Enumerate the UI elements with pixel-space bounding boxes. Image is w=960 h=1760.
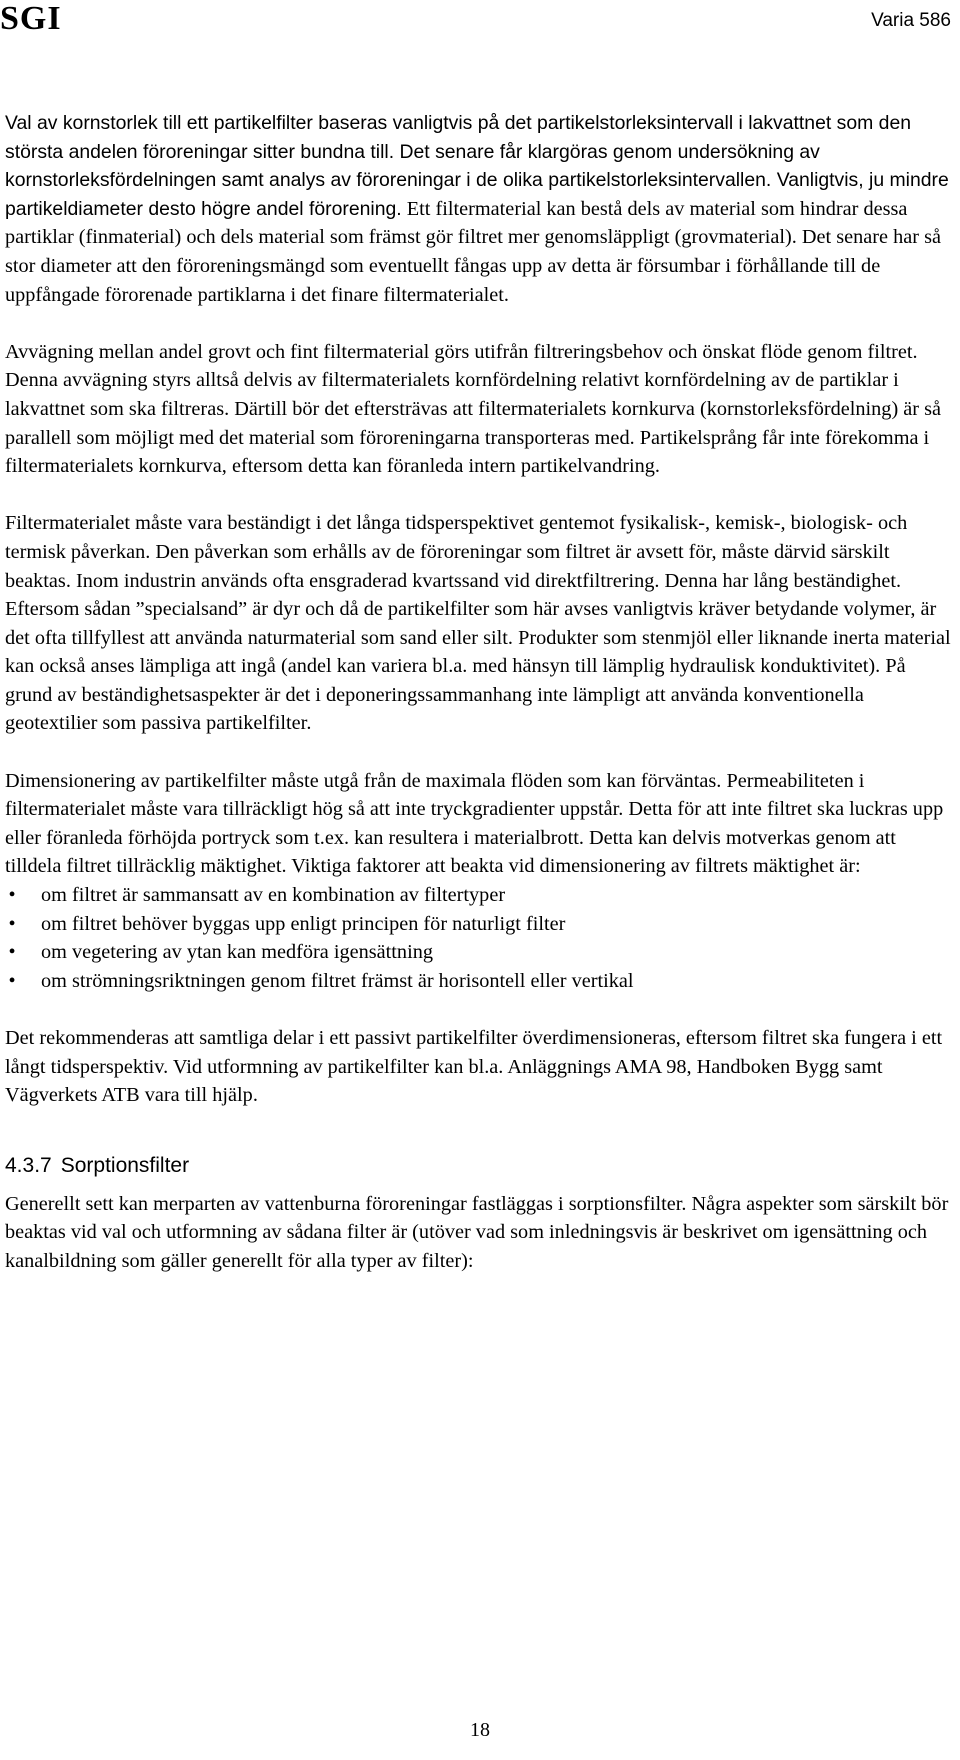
page-number: 18 [470,1719,490,1741]
dimensioning-factors-list [5,881,955,995]
bullet-icon: • [8,969,16,992]
report-series-logo: SGI [0,0,62,37]
section-title: Sorptionsfilter [60,1153,190,1177]
list-item [5,967,955,996]
paragraph-material-durability: Filtermaterialet måste vara beständigt i det långa tidsperspektivet gentemot fysikalisk-, kemisk-, biologisk- och termisk påverkan. Den påverkan som erhålls av de föroreningar som filtret är avsett för, måste därvid särskilt beaktas. Inom industrin används ofta ensgraderad kvartssand vid direktfiltrering. Denna har lång beständighet. Eftersom sådan ”specialsand” är dyr och då de partikelfilter som här avses vanligtvis kräver betydande volymer, är det ofta tillfyllest att använda naturmaterial som sand eller silt. Produkter som stenmjöl eller liknande inerta material kan också anses lämpliga att ingå (andel kan variera bl.a. med hänsyn till lämplig hydraulisk konduktivitet). På grund av beständighetsaspekter är det i deponeringssammanhang inte lämpligt att använda konventionella geotextilier som passiva partikelfilter. [5,512,951,735]
section-heading [5,1152,955,1180]
paragraph-grain-size-selection [5,109,955,309]
paragraph-oversizing-recommendation: Det rekommenderas att samtliga delar i ett passivt partikelfilter överdimensioneras, eftersom filtret ska fungera i ett långt tidsperspektiv. Vid utformning av partikelfilter kan bl.a. Anläggnings AMA 98, Handboken Bygg samt Vägverkets ATB vara till hjälp. [5,1027,943,1107]
list-item-text: om vegetering av ytan kan medföra igensättning [41,941,433,964]
list-item [5,938,955,967]
list-item-text: om filtret är sammansatt av en kombination av filtertyper [41,884,506,907]
paragraph-dimensioning: Dimensionering av partikelfilter måste utgå från de maximala flöden som kan förväntas. Permeabiliteten i filtermaterialet måste vara tillräckligt hög så att inte tryckgradienter uppstår. Detta för att inte filtret ska luckras upp eller föranleda förhöjda portryck som t.ex. kan resultera i materialbrott. Detta kan delvis motverkas genom att tilldela filtret tillräcklig mäktighet. Viktiga faktorer att beakta vid dimensionering av filtrets mäktighet är: [5,769,944,878]
report-identifier: Varia 586 [871,10,951,31]
paragraph-grain-size-intro: Val av kornstorlek till ett partikelfilter baseras vanligtvis på det partikelstorleksintervall i lakvattnet som den största andelen föroreningar sitter bundna till. Det senare får klargöras genom undersökning av kornstorleksfördelningen samt analys av föroreningar i de olika partikelstorleksintervallen. Vanligtvis, ju mindre partikeldiameter desto högre andel förorening. [5,112,949,220]
list-item-text: om filtret behöver byggas upp enligt principen för naturligt filter [41,912,566,935]
bullet-icon: • [8,912,16,935]
list-item [5,881,955,910]
list-item-text: om strömningsriktningen genom filtret främst är horisontell eller vertikal [41,969,634,992]
paragraph-sorption-filters: Generellt sett kan merparten av vattenburna föroreningar fastläggas i sorptionsfilter. Några aspekter som särskilt bör beaktas vid val och utformning av sådana filter är (utöver vad som inledningsvis är beskrivet om igensättning och kanalbildning som gäller generellt för alla typer av filter): [5,1192,949,1272]
section-number: 4.3.7 [5,1153,52,1177]
page-body [5,109,955,1276]
bullet-icon: • [8,941,16,964]
paragraph-coarse-fine-balance: Avvägning mellan andel grovt och fint filtermaterial görs utifrån filtreringsbehov och önskat flöde genom filtret. Denna avvägning styrs alltså delvis av filtermaterialets kornfördelning relativt kornfördelning av de partiklar i lakvattnet som ska filtreras. Därtill bör det eftersträvas att filtermaterialets kornkurva (kornstorleksfördelning) är så parallell som möjligt med det material som föroreningarna transporteras med. Partikelsprång får inte förekomma i filtermaterialets kornkurva, eftersom detta kan föranleda intern partikelvandring. [5,340,941,478]
list-item [5,910,955,939]
bullet-icon: • [8,884,16,907]
paragraph-filter-material: Ett filtermaterial kan bestå dels av material som hindrar dessa partiklar (finmaterial) och dels material som främst gör filtret mer genomsläppligt (grovmaterial). Det senare har så stor diameter att den föroreningsmängd som eventuellt fångas upp av detta är försumbar i förhållande till de uppfångade förorenade partiklarna i det finare filtermaterialet. [5,197,941,306]
